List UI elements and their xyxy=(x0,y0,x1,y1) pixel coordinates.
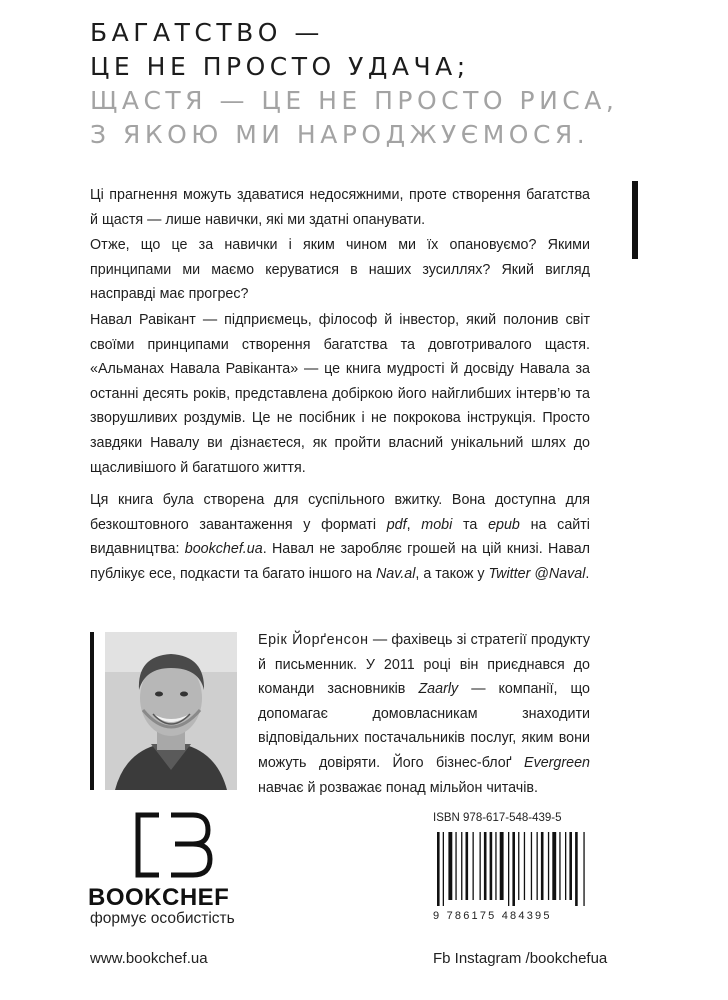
paragraph-2: Отже, що це за навички і яким чином ми їх опановуємо? Якими принципами ми маємо керуватися в наших зусиллях? Який вигляд насправді має прогрес? xyxy=(90,237,590,303)
author-bio-3: навчає й розважає понад мільйон читачів. xyxy=(258,779,538,796)
author-bar xyxy=(90,632,94,790)
p4-text-4: на сайті видавництва: xyxy=(90,516,590,558)
headline-line-4: З ЯКОЮ МИ НАРОДЖУЄМОСЯ. xyxy=(90,120,590,149)
twitter-link[interactable]: Twitter @Naval xyxy=(488,565,586,582)
author-company: Zaarly xyxy=(418,681,459,698)
author-bio-1: — фахівець зі стратегії продукту й письменник. У 2011 році він приєднався до команди засновників xyxy=(258,632,590,698)
publisher-tagline: формує особистість xyxy=(90,910,235,927)
publisher-name: BOOKCHEF xyxy=(88,884,230,911)
p4-text-5: . Навал не заробляє грошей на цій книзі. Навал публікує есе, подкасти та багато іншого на xyxy=(90,541,591,582)
publisher-site-link[interactable]: bookchef.ua xyxy=(184,541,263,558)
author-photo xyxy=(105,632,237,790)
author-portrait-icon xyxy=(105,632,237,790)
headline-line-2: ЦЕ НЕ ПРОСТО УДАЧА; xyxy=(90,52,470,81)
description-paragraph xyxy=(90,308,590,480)
author-bio-2: — компанії, що допомагає домовласникам знаходити відповідальних постачальників послуг, яким вони можуть довіряти. Його бізнес-блоґ xyxy=(258,681,591,771)
publisher-website-link[interactable]: www.bookchef.ua xyxy=(90,950,208,967)
headline-line-3: ЩАСТЯ — ЦЕ НЕ ПРОСТО РИСА, xyxy=(90,86,619,115)
author-blog: Evergreen xyxy=(524,754,590,771)
p4-text-1: Ця книга була створена для суспільного вжитку. Вона доступна для безкоштовного завантаження у форматі xyxy=(90,492,590,533)
paragraph-4 xyxy=(90,488,590,586)
p4-text-3: та xyxy=(452,516,489,533)
paragraph-3: Навал Равікант — підприємець, філософ й інвестор, який полонив світ своїми принципами створення багатства та довготривалого щастя. «Альманах Навала Равіканта» — це книга мудрості й досвіду Навала за останні десять років, представлена добіркою його найглибших інтерв’ю та зворушливих роздумів. Це не посібник і не покрокова інструкція. Просто завдяки Навалу ви дізнаєтеся, як пройти власний унікальний шлях до щасливішого й багатшого життя. xyxy=(90,312,590,476)
isbn-label: ISBN 978-617-548-439-5 xyxy=(433,812,562,824)
intro-paragraph xyxy=(90,183,590,232)
p4-text-7: . xyxy=(585,565,590,582)
bookchef-logo-icon xyxy=(135,812,213,878)
format-mobi: mobi xyxy=(421,516,453,533)
headline-line-1: БАГАТСТВО — xyxy=(90,18,324,47)
free-use-paragraph xyxy=(90,488,590,586)
format-epub: epub xyxy=(488,516,520,533)
author-name: Ерік Йорґенсон xyxy=(258,632,369,648)
p4-text-6: , а також у xyxy=(415,565,489,582)
barcode-icon xyxy=(433,832,593,906)
social-handles[interactable]: Fb Instagram /bookchefua xyxy=(433,950,608,967)
decorative-bar xyxy=(632,181,638,259)
format-pdf: pdf xyxy=(386,516,407,533)
barcode-digits: 9 786175 484395 xyxy=(433,910,552,922)
back-cover-headline xyxy=(90,16,650,152)
author-bio xyxy=(258,628,590,800)
p4-text-2: , xyxy=(406,516,422,533)
paragraph-1: Ці прагнення можуть здаватися недосяжними, проте створення багатства й щастя — лише навички, які ми здатні опанувати. xyxy=(90,187,590,228)
questions-paragraph xyxy=(90,233,590,307)
naval-site-link[interactable]: Nav.al xyxy=(375,565,416,582)
